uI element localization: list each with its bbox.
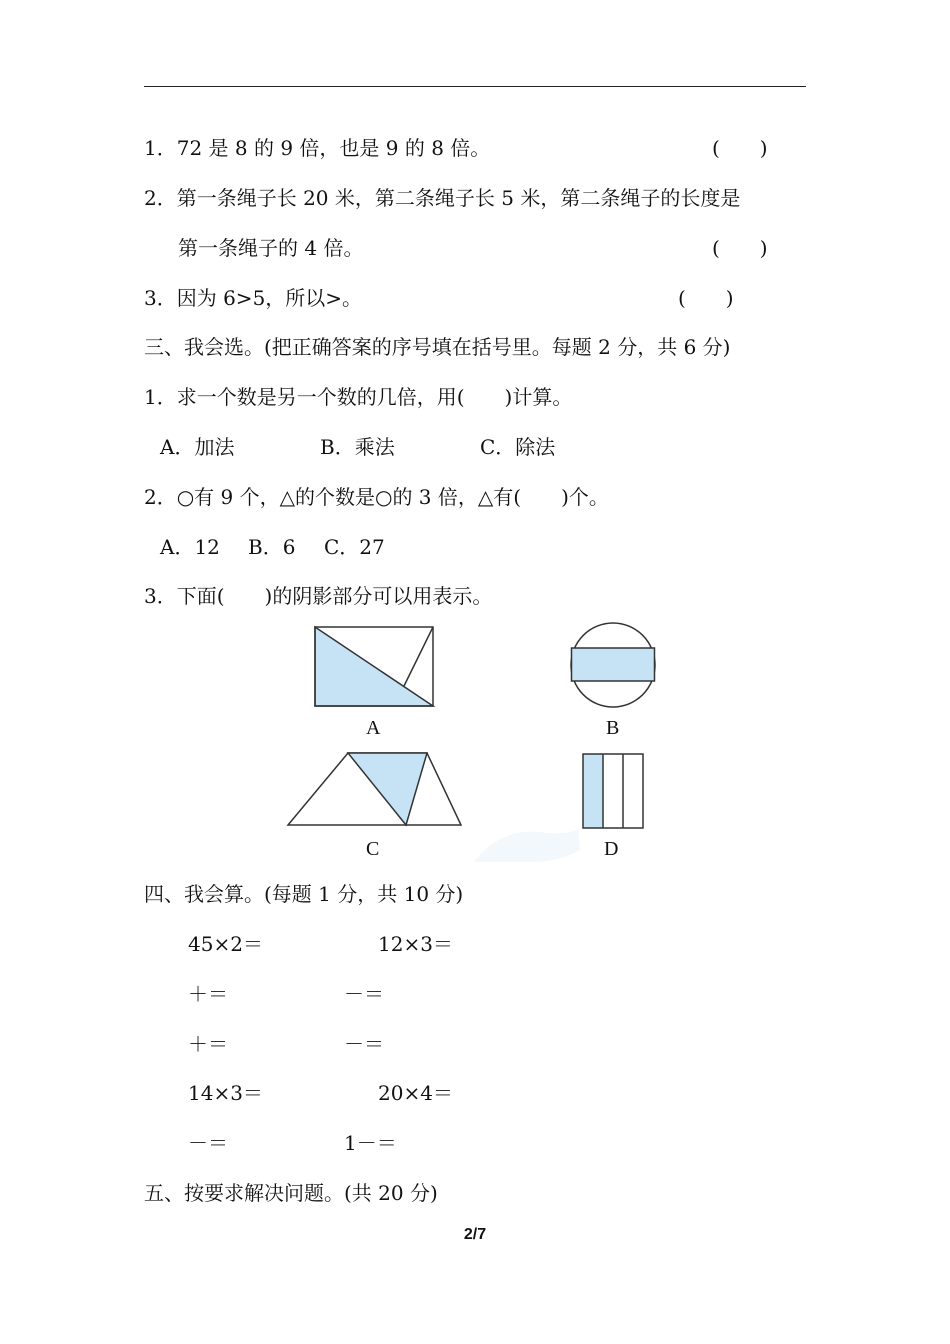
calc-row5-left: －＝ [188, 1131, 228, 1155]
figure-c [288, 753, 461, 825]
figure-b-label: B [606, 717, 620, 739]
section-three-heading: 三、我会选。(把正确答案的序号填在括号里。每题 2 分，共 6 分) [144, 335, 731, 359]
judge-q2-line2: 第一条绳子的 4 倍。 [178, 236, 364, 260]
calc-row4-right: 20×4＝ [378, 1081, 453, 1105]
page-total: 7 [477, 1226, 487, 1243]
figure-d [583, 754, 643, 828]
figure-b [571, 623, 655, 707]
calc-row1-left: 45×2＝ [188, 932, 263, 956]
calc-row3-left: ＋＝ [188, 1032, 228, 1056]
calc-row3-right: －＝ [344, 1032, 384, 1056]
choose-q2-text: 2．○有 9 个，△的个数是○的 3 倍，△有( )个。 [144, 485, 609, 509]
choose-q1-text: 1．求一个数是另一个数的几倍，用( )计算。 [144, 385, 573, 409]
figure-a-line [404, 627, 433, 686]
calc-row4-left: 14×3＝ [188, 1081, 263, 1105]
choose-q2-option-b: B．6 [248, 535, 296, 559]
judge-q2-answer-blank: ( ) [712, 236, 768, 260]
judge-q3-answer-blank: ( ) [678, 286, 734, 310]
page-current: 2 [463, 1226, 473, 1243]
page-separator: / [472, 1226, 478, 1243]
judge-q3-text: 3．因为 6>5，所以>。 [144, 286, 363, 310]
figure-a [315, 627, 433, 706]
figure-d-shaded-strip [583, 754, 603, 828]
figure-c-shaded-triangle [348, 753, 427, 825]
judge-q2-line1: 2．第一条绳子长 20 米，第二条绳子长 5 米，第二条绳子的长度是 [144, 186, 741, 210]
figure-a-shaded-region [315, 627, 433, 706]
calc-row2-right: －＝ [344, 982, 384, 1006]
choose-q1-option-b: B．乘法 [320, 435, 395, 459]
judge-q1-text: 1．72 是 8 的 9 倍，也是 9 的 8 倍。 [144, 136, 491, 160]
choose-q1-option-a: A．加法 [160, 435, 235, 459]
calc-row5-right: 1－＝ [344, 1131, 397, 1155]
figure-a-label: A [366, 717, 381, 739]
choose-q3-text: 3．下面( )的阴影部分可以用表示。 [144, 584, 493, 608]
figure-b-shaded-band [572, 648, 655, 681]
figure-d-label: D [604, 838, 619, 860]
page-number [0, 1226, 950, 1244]
choose-q2-option-c: C．27 [324, 535, 385, 559]
calc-row1-right: 12×3＝ [378, 932, 453, 956]
choose-q1-option-c: C．除法 [480, 435, 556, 459]
watermark-logo [474, 828, 580, 862]
section-five-heading: 五、按要求解决问题。(共 20 分) [144, 1181, 438, 1205]
judge-q1-answer-blank: ( ) [712, 136, 768, 160]
section-four-heading: 四、我会算。(每题 1 分，共 10 分) [144, 882, 464, 906]
figure-c-label: C [366, 838, 380, 860]
calc-row2-left: ＋＝ [188, 982, 228, 1006]
choose-q2-option-a: A．12 [160, 535, 220, 559]
